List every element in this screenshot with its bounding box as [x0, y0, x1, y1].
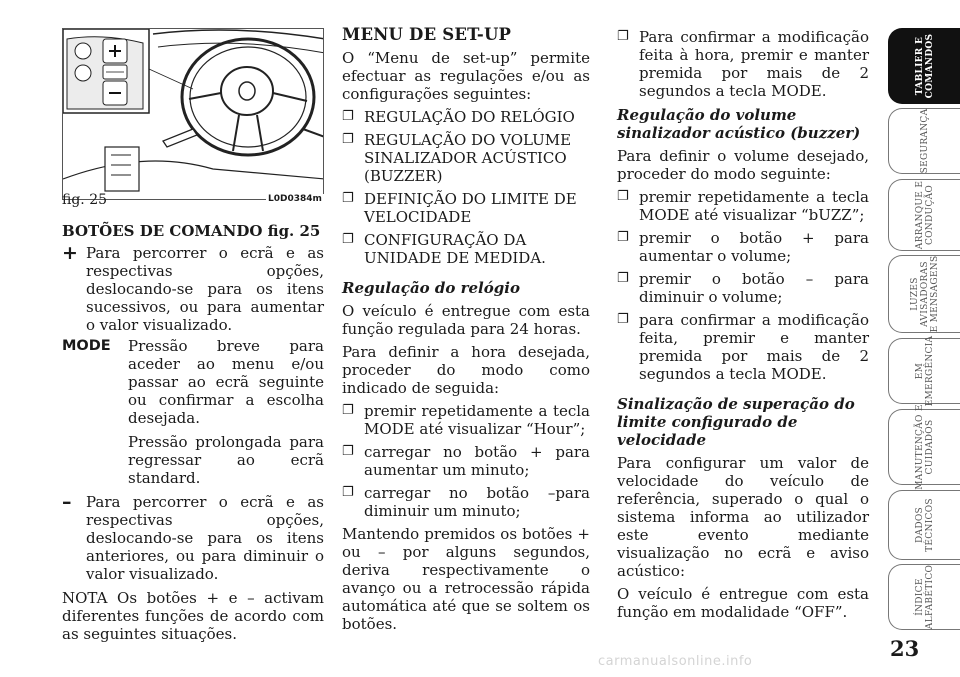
column-1: [62, 222, 324, 643]
checkbox-icon: ❐: [617, 230, 629, 245]
mode-text-2: Pressão prolongada para regressar ao ecrã standard.: [128, 433, 324, 487]
section-tabs: [888, 28, 960, 628]
setup-intro: O “Menu de set-up” permite efectuar as regulações e/ou as configurações seguintes:: [342, 49, 590, 103]
checkbox-icon: ❐: [342, 403, 354, 418]
plus-description: [62, 244, 324, 334]
list-item: ❐ CONFIGURAÇÃO DA UNIDADE DE MEDIDA.: [342, 231, 546, 267]
list-item: ❐ carregar no botão + para aumentar um minuto;: [342, 443, 590, 479]
watermark: carmanualsonline.info: [598, 654, 753, 669]
tab-seguranca[interactable]: SEGURANÇA: [888, 108, 960, 174]
list-item: ❐ para confirmar a modificação feita, premir e manter premida por mais de 2 segundos a tecla MODE.: [617, 311, 869, 383]
tab-em-emergencia[interactable]: EM EMERGÊNCIA: [888, 338, 960, 404]
list-item: ❐ REGULAÇÃO DO VOLUME SINALIZADOR ACÚSTICO (BUZZER): [342, 131, 572, 185]
column-2: [342, 26, 590, 633]
clock-paragraph-3: Mantendo premidos os botões + ou – por alguns segundos, deriva respectivamente o avanço ou a retrocessão rápida automática até que se soltem os botões.: [342, 525, 590, 633]
tab-indice-alfabetico[interactable]: ÍNDICE ALFABÉTICO: [888, 564, 960, 630]
minus-text: Para percorrer o ecrã e as respectivas opções, deslocando-se para os itens anteriores, ou para diminuir o valor visualizado.: [86, 493, 324, 583]
speed-limit-paragraph-1: Para configurar um valor de velocidade do veículo de referência, superado o qual o sistema informa ao utilizador este evento mediante visualização no ecrã e aviso acústico:: [617, 454, 869, 580]
note-paragraph: NOTA Os botões + e – activam diferentes funções de acordo com as seguintes situações.: [62, 589, 324, 643]
list-item: ❐ premir repetidamente a tecla MODE até visualizar “bUZZ”;: [617, 188, 869, 224]
page-number: 23: [890, 636, 920, 661]
plus-symbol: +: [62, 242, 78, 264]
tab-dados-tecnicos[interactable]: DADOS TÉCNICOS: [888, 490, 960, 560]
steering-wheel-illustration: [63, 29, 324, 200]
mode-label: MODE: [62, 338, 111, 354]
checkbox-icon: ❐: [342, 232, 354, 247]
list-item: ❐ Para confirmar a modificação feita à hora, premir e manter premida por mais de 2 segundos a tecla MODE.: [617, 28, 869, 100]
list-item: ❐ carregar no botão –para diminuir um minuto;: [342, 484, 590, 520]
figure-caption: fig. 25: [62, 192, 108, 208]
column-3: [617, 28, 869, 621]
mode-description-2: [62, 433, 324, 487]
figure-code: L0D0384m: [268, 194, 322, 204]
checkbox-icon: ❐: [617, 271, 629, 286]
list-item: ❐ premir repetidamente a tecla MODE até visualizar “Hour”;: [342, 402, 590, 438]
checkbox-icon: ❐: [617, 29, 629, 44]
setup-items-list: [342, 108, 590, 267]
controls-heading: BOTÕES DE COMANDO fig. 25: [62, 222, 321, 240]
mode-text-1: Pressão breve para aceder ao menu e/ou passar ao ecrã seguinte ou confirmar a escolha desejada.: [128, 337, 324, 427]
buzzer-steps-list: [617, 188, 869, 383]
checkbox-icon: ❐: [342, 109, 354, 124]
steering-wheel-figure: [62, 28, 324, 200]
tab-tablier-comandos[interactable]: TABLIER E COMANDOS: [888, 28, 960, 104]
checkbox-icon: ❐: [617, 189, 629, 204]
buzzer-subheading: Regulação do volume sinalizador acústico (buzzer): [617, 106, 861, 142]
list-item: ❐ REGULAÇÃO DO RELÓGIO: [342, 108, 575, 126]
minus-symbol: –: [62, 491, 72, 513]
clock-subheading: Regulação do relógio: [342, 279, 520, 297]
buzzer-paragraph: Para definir o volume desejado, proceder do modo seguinte:: [617, 147, 869, 183]
tab-luzes-avisadoras[interactable]: LUZES AVISADORAS E MENSAGENS: [888, 255, 960, 333]
checkbox-icon: ❐: [342, 191, 354, 206]
checkbox-icon: ❐: [342, 132, 354, 147]
checkbox-icon: ❐: [342, 485, 354, 500]
clock-paragraph-1: O veículo é entregue com esta função regulada para 24 horas.: [342, 302, 590, 338]
tab-manutencao-cuidados[interactable]: MANUTENÇÃO E CUIDADOS: [888, 409, 960, 485]
clock-steps-list: [342, 402, 590, 520]
setup-menu-heading: MENU DE SET-UP: [342, 25, 512, 44]
tab-arranque-conducao[interactable]: ARRANQUE E CONDUÇÃO: [888, 179, 960, 251]
speed-limit-paragraph-2: O veículo é entregue com esta função em modalidade “OFF”.: [617, 585, 869, 621]
list-item: ❐ DEFINIÇÃO DO LIMITE DE VELOCIDADE: [342, 190, 577, 226]
speed-limit-subheading: Sinalização de superação do limite configurado de velocidade: [617, 395, 855, 449]
mode-description: [62, 337, 324, 427]
plus-text: Para percorrer o ecrã e as respectivas opções, deslocando-se para os itens sucessivos, ou para aumentar o valor visualizado.: [86, 244, 324, 334]
minus-description: [62, 493, 324, 583]
list-item: ❐ premir o botão + para aumentar o volume;: [617, 229, 869, 265]
list-item: ❐ premir o botão – para diminuir o volume;: [617, 270, 869, 306]
checkbox-icon: ❐: [342, 444, 354, 459]
checkbox-icon: ❐: [617, 312, 629, 327]
clock-paragraph-2: Para definir a hora desejada, proceder do modo como indicado de seguida:: [342, 343, 590, 397]
